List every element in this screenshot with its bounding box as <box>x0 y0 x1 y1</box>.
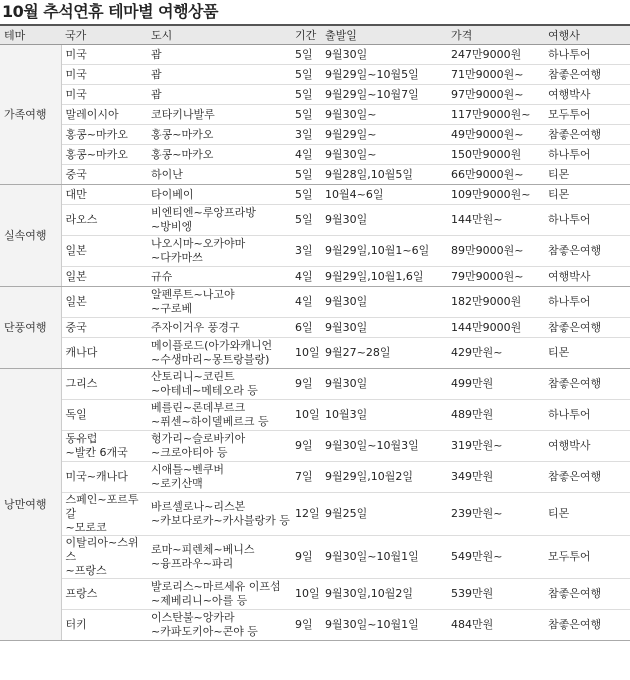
days-cell: 5일 <box>291 65 321 85</box>
table-header-row <box>0 25 630 45</box>
price-cell: 97만9000원~ <box>447 85 544 105</box>
city-cell-line: 홍콩~마카오 <box>151 127 214 141</box>
city-cell-line: 시애틀~벤쿠버 <box>151 463 224 476</box>
city-cell-line: ~카파도키아~콘야 등 <box>151 625 258 638</box>
country-cell-line: 터키 <box>65 618 87 631</box>
price-cell: 539만원 <box>447 579 544 610</box>
price-cell: 247만9000원 <box>447 45 544 65</box>
country-cell-line: 대만 <box>65 187 87 201</box>
table-row <box>0 185 630 205</box>
city-cell <box>147 369 291 400</box>
price-cell: 429만원~ <box>447 338 544 369</box>
agency-cell: 티몬 <box>544 338 630 369</box>
country-cell-line: 중국 <box>65 167 87 181</box>
city-cell-line: 비엔티엔~루앙프라방 <box>151 206 256 219</box>
city-cell-line: 타이베이 <box>151 187 194 201</box>
days-cell: 5일 <box>291 185 321 205</box>
price-cell: 150만9000원 <box>447 145 544 165</box>
country-cell-line: 그리스 <box>65 377 98 390</box>
city-cell <box>147 105 291 125</box>
date-cell: 9월30일 <box>321 205 447 236</box>
country-cell <box>61 536 147 579</box>
table-row <box>0 318 630 338</box>
table-row <box>0 145 630 165</box>
city-cell-line: 괌 <box>151 67 162 81</box>
country-cell <box>61 369 147 400</box>
agency-cell: 참좋은여행 <box>544 65 630 85</box>
days-cell: 5일 <box>291 165 321 185</box>
date-cell: 9월30일 <box>321 45 447 65</box>
agency-cell: 참좋은여행 <box>544 369 630 400</box>
agency-cell: 티몬 <box>544 185 630 205</box>
country-cell-line: 프랑스 <box>65 587 98 600</box>
date-cell: 9월29일~10월5일 <box>321 65 447 85</box>
country-cell <box>61 267 147 287</box>
theme-cell: 낭만여행 <box>0 369 61 641</box>
city-cell <box>147 145 291 165</box>
city-cell-line: ~카보다로카~카사블랑카 등 <box>151 514 290 527</box>
date-cell: 9월30일 <box>321 369 447 400</box>
price-cell: 499만원 <box>447 369 544 400</box>
city-cell-line: 이스탄불~앙카라 <box>151 611 235 624</box>
agency-cell: 티몬 <box>544 165 630 185</box>
col-header-country: 국가 <box>61 25 147 45</box>
theme-cell: 단풍여행 <box>0 287 61 369</box>
agency-cell: 하나투어 <box>544 287 630 318</box>
city-cell <box>147 45 291 65</box>
country-cell <box>61 462 147 493</box>
table-row <box>0 287 630 318</box>
agency-cell: 하나투어 <box>544 205 630 236</box>
country-cell-line: 홍콩~마카오 <box>65 127 128 141</box>
price-cell: 349만원 <box>447 462 544 493</box>
city-cell-line: 홍콩~마카오 <box>151 147 214 161</box>
country-cell <box>61 579 147 610</box>
country-cell <box>61 493 147 536</box>
price-cell: 239만원~ <box>447 493 544 536</box>
city-cell <box>147 400 291 431</box>
days-cell: 12일 <box>291 493 321 536</box>
tour-table <box>0 24 630 641</box>
city-cell <box>147 579 291 610</box>
date-cell: 9월27~28일 <box>321 338 447 369</box>
city-cell-line: ~로키산맥 <box>151 477 203 490</box>
city-cell-line: ~아테네~메테오라 등 <box>151 384 258 397</box>
price-cell: 144만9000원 <box>447 318 544 338</box>
days-cell: 9일 <box>291 431 321 462</box>
days-cell: 10일 <box>291 338 321 369</box>
table-row <box>0 462 630 493</box>
country-cell <box>61 318 147 338</box>
price-cell: 117만9000원~ <box>447 105 544 125</box>
city-cell-line: ~크로아티아 등 <box>151 446 228 459</box>
date-cell: 10월3일 <box>321 400 447 431</box>
table-row <box>0 369 630 400</box>
table-row <box>0 267 630 287</box>
agency-cell: 티몬 <box>544 493 630 536</box>
city-cell-line: 나오시마~오카야마 <box>151 237 246 250</box>
days-cell: 3일 <box>291 236 321 267</box>
price-cell: 549만원~ <box>447 536 544 579</box>
date-cell: 9월29일~ <box>321 125 447 145</box>
table-row <box>0 400 630 431</box>
date-cell: 9월30일~10월1일 <box>321 610 447 641</box>
table-row <box>0 493 630 536</box>
agency-cell: 모두투어 <box>544 105 630 125</box>
city-cell-line: ~구로베 <box>151 302 193 315</box>
country-cell-line: 미국 <box>65 87 87 101</box>
city-cell <box>147 85 291 105</box>
city-cell <box>147 318 291 338</box>
price-cell: 182만9000원 <box>447 287 544 318</box>
date-cell: 9월25일 <box>321 493 447 536</box>
country-cell-line: 홍콩~마카오 <box>65 147 128 161</box>
days-cell: 4일 <box>291 145 321 165</box>
col-header-date: 출발일 <box>321 25 447 45</box>
city-cell <box>147 267 291 287</box>
country-cell <box>61 400 147 431</box>
price-cell: 484만원 <box>447 610 544 641</box>
country-cell <box>61 65 147 85</box>
table-row <box>0 85 630 105</box>
country-cell-line: ~프랑스 <box>65 564 107 577</box>
city-cell-line: 바르셀로나~리스본 <box>151 500 246 513</box>
table-row <box>0 205 630 236</box>
agency-cell: 참좋은여행 <box>544 318 630 338</box>
city-cell <box>147 236 291 267</box>
city-cell-line: ~퓌센~하이델베르크 등 <box>151 415 269 428</box>
city-cell-line: ~융프라우~파리 <box>151 557 234 570</box>
days-cell: 7일 <box>291 462 321 493</box>
country-cell <box>61 85 147 105</box>
city-cell-line: 메이플로드(아가와캐니언 <box>151 339 273 352</box>
country-cell <box>61 610 147 641</box>
country-cell <box>61 165 147 185</box>
days-cell: 5일 <box>291 45 321 65</box>
city-cell-line: ~제베리니~아를 등 <box>151 594 248 607</box>
country-cell <box>61 205 147 236</box>
city-cell-line: 규슈 <box>151 269 173 283</box>
agency-cell: 하나투어 <box>544 45 630 65</box>
table-row <box>0 105 630 125</box>
country-cell-line: 스페인~포르투갈 <box>65 493 139 520</box>
country-cell <box>61 338 147 369</box>
date-cell: 9월30일 <box>321 287 447 318</box>
country-cell-line: 미국 <box>65 47 87 61</box>
country-cell-line: 말레이시아 <box>65 107 119 121</box>
agency-cell: 참좋은여행 <box>544 610 630 641</box>
agency-cell: 참좋은여행 <box>544 462 630 493</box>
col-header-price: 가격 <box>447 25 544 45</box>
col-header-days: 기간 <box>291 25 321 45</box>
city-cell <box>147 205 291 236</box>
city-cell <box>147 125 291 145</box>
city-cell-line: ~방비엥 <box>151 220 193 233</box>
country-cell <box>61 125 147 145</box>
country-cell-line: ~발칸 6개국 <box>65 446 128 459</box>
city-cell-line: 코타키나발루 <box>151 107 215 121</box>
days-cell: 9일 <box>291 369 321 400</box>
city-cell-line: 괌 <box>151 87 162 101</box>
table-body <box>0 45 630 641</box>
country-cell <box>61 431 147 462</box>
date-cell: 9월29일,10월1,6일 <box>321 267 447 287</box>
table-row <box>0 579 630 610</box>
country-cell-line: ~모로코 <box>65 521 107 534</box>
days-cell: 5일 <box>291 85 321 105</box>
country-cell <box>61 145 147 165</box>
price-cell: 66만9000원~ <box>447 165 544 185</box>
price-cell: 109만9000원~ <box>447 185 544 205</box>
country-cell-line: 일본 <box>65 244 87 257</box>
city-cell <box>147 65 291 85</box>
table-row <box>0 536 630 579</box>
date-cell: 9월28일,10월5일 <box>321 165 447 185</box>
date-cell: 9월30일~10월1일 <box>321 536 447 579</box>
date-cell: 9월29일,10월1~6일 <box>321 236 447 267</box>
city-cell <box>147 610 291 641</box>
city-cell <box>147 493 291 536</box>
agency-cell: 참좋은여행 <box>544 125 630 145</box>
country-cell-line: 독일 <box>65 408 87 421</box>
city-cell-line: 로마~피렌체~베니스 <box>151 543 255 556</box>
days-cell: 4일 <box>291 267 321 287</box>
days-cell: 5일 <box>291 205 321 236</box>
country-cell-line: 일본 <box>65 295 87 308</box>
table-row <box>0 431 630 462</box>
country-cell-line: 라오스 <box>65 213 98 226</box>
country-cell-line: 일본 <box>65 269 87 283</box>
country-cell <box>61 236 147 267</box>
table-row <box>0 338 630 369</box>
city-cell-line: 하이난 <box>151 167 183 181</box>
table-row <box>0 125 630 145</box>
days-cell: 6일 <box>291 318 321 338</box>
col-header-theme: 테마 <box>0 25 61 45</box>
city-cell-line: 괌 <box>151 47 162 61</box>
city-cell-line: 베를린~론데부르크 <box>151 401 246 414</box>
agency-cell: 참좋은여행 <box>544 579 630 610</box>
price-cell: 144만원~ <box>447 205 544 236</box>
price-cell: 79만9000원~ <box>447 267 544 287</box>
theme-cell: 가족여행 <box>0 45 61 185</box>
country-cell <box>61 185 147 205</box>
price-cell: 319만원~ <box>447 431 544 462</box>
table-row <box>0 165 630 185</box>
days-cell: 10일 <box>291 400 321 431</box>
price-cell: 49만9000원~ <box>447 125 544 145</box>
price-cell: 71만9000원~ <box>447 65 544 85</box>
page-title: 10월 추석연휴 테마별 여행상품 <box>2 2 218 21</box>
days-cell: 9일 <box>291 610 321 641</box>
table-row <box>0 65 630 85</box>
agency-cell: 여행박사 <box>544 267 630 287</box>
city-cell-line: ~수생마리~몽트랑블랑) <box>151 353 270 366</box>
country-cell-line: 동유럽 <box>65 432 98 445</box>
days-cell: 3일 <box>291 125 321 145</box>
city-cell <box>147 287 291 318</box>
country-cell-line: 이탈리아~스위스 <box>65 536 139 563</box>
country-cell <box>61 45 147 65</box>
agency-cell: 모두투어 <box>544 536 630 579</box>
date-cell: 9월30일,10월2일 <box>321 579 447 610</box>
date-cell: 9월30일~10월3일 <box>321 431 447 462</box>
table-row <box>0 610 630 641</box>
country-cell-line: 미국 <box>65 67 87 81</box>
city-cell <box>147 536 291 579</box>
days-cell: 9일 <box>291 536 321 579</box>
agency-cell: 여행박사 <box>544 431 630 462</box>
agency-cell: 하나투어 <box>544 400 630 431</box>
table-row <box>0 45 630 65</box>
col-header-city: 도시 <box>147 25 291 45</box>
city-cell-line: 주자이거우 풍경구 <box>151 320 240 334</box>
date-cell: 9월30일 <box>321 318 447 338</box>
date-cell: 10월4~6일 <box>321 185 447 205</box>
col-header-agency: 여행사 <box>544 25 630 45</box>
agency-cell: 하나투어 <box>544 145 630 165</box>
date-cell: 9월30일~ <box>321 145 447 165</box>
days-cell: 5일 <box>291 105 321 125</box>
city-cell-line: 알펜루트~나고야 <box>151 288 235 301</box>
city-cell-line: 발로리스~마르세유 이프섬 <box>151 580 281 593</box>
city-cell-line: 산토리니~코린트 <box>151 370 235 383</box>
city-cell <box>147 338 291 369</box>
table-row <box>0 236 630 267</box>
theme-cell: 실속여행 <box>0 185 61 287</box>
country-cell-line: 캐나다 <box>65 346 98 359</box>
country-cell-line: 미국~캐나다 <box>65 470 128 483</box>
agency-cell: 참좋은여행 <box>544 236 630 267</box>
country-cell <box>61 287 147 318</box>
city-cell <box>147 431 291 462</box>
price-cell: 489만원 <box>447 400 544 431</box>
country-cell <box>61 105 147 125</box>
days-cell: 4일 <box>291 287 321 318</box>
date-cell: 9월29일~10월7일 <box>321 85 447 105</box>
city-cell <box>147 462 291 493</box>
days-cell: 10일 <box>291 579 321 610</box>
country-cell-line: 중국 <box>65 320 87 334</box>
date-cell: 9월30일~ <box>321 105 447 125</box>
city-cell-line: 헝가리~슬로바키아 <box>151 432 246 445</box>
city-cell <box>147 165 291 185</box>
date-cell: 9월29일,10월2일 <box>321 462 447 493</box>
city-cell-line: ~다카마쓰 <box>151 251 203 264</box>
agency-cell: 여행박사 <box>544 85 630 105</box>
price-cell: 89만9000원~ <box>447 236 544 267</box>
city-cell <box>147 185 291 205</box>
